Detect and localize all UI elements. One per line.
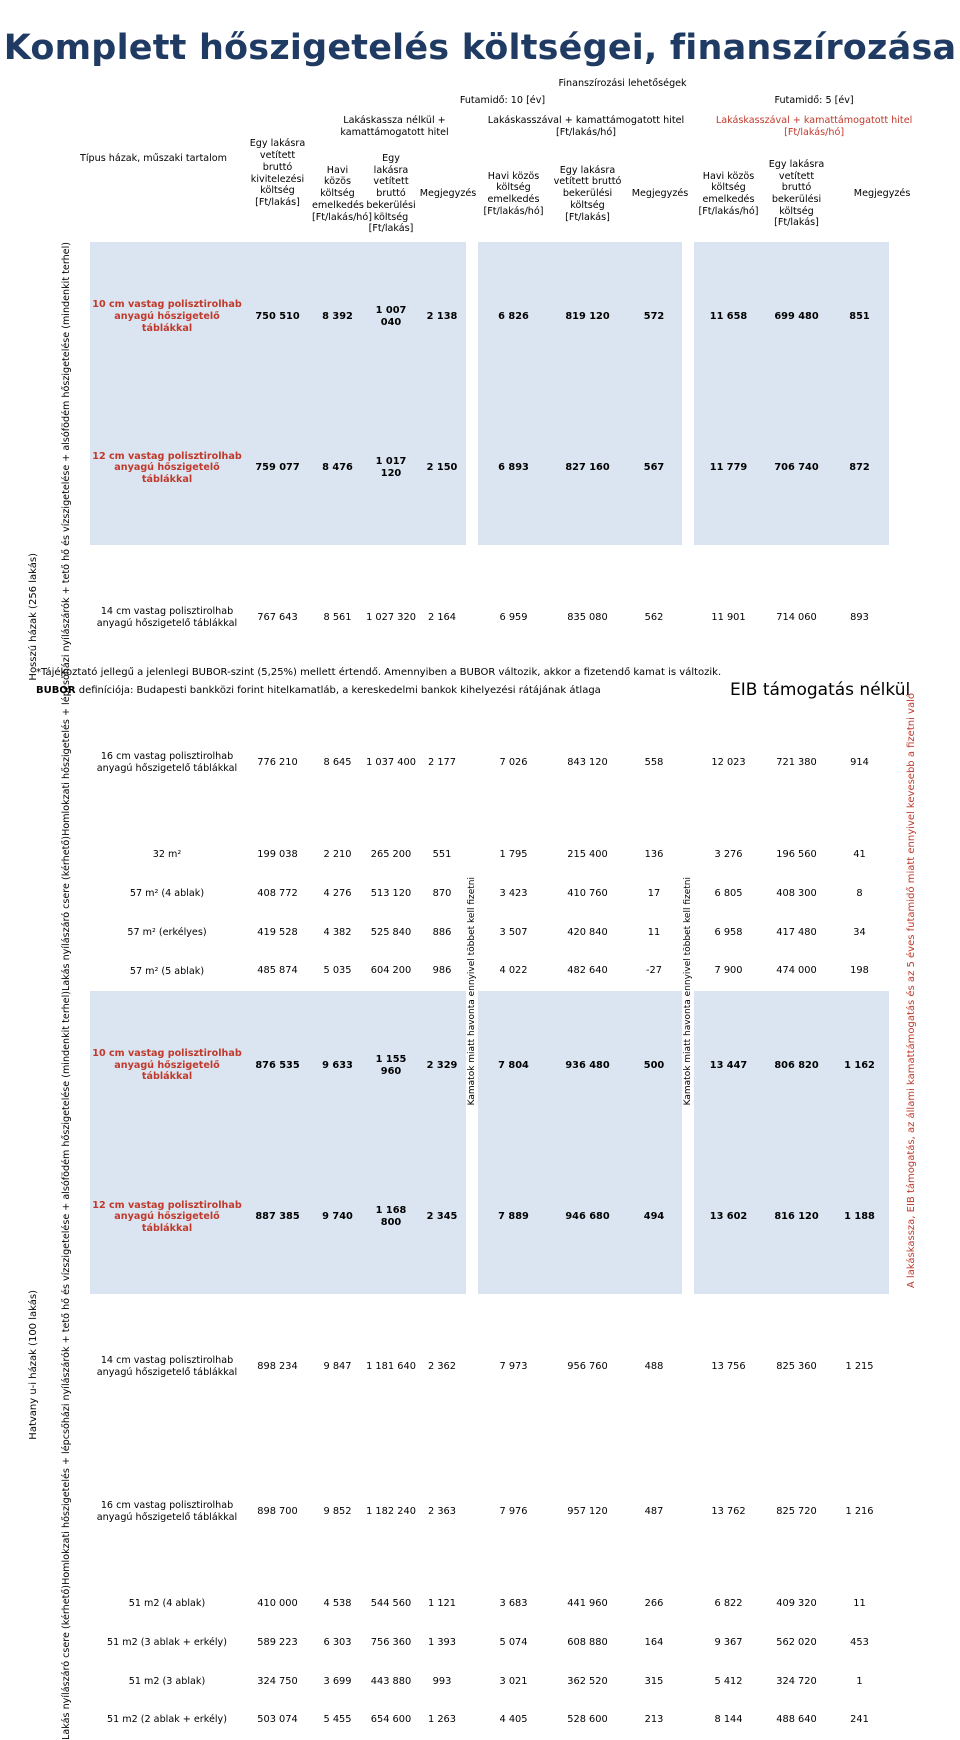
monthly-a: 9 740: [311, 1140, 364, 1294]
construction-cost: 759 077: [244, 391, 311, 545]
total-b: 827 160: [549, 391, 626, 545]
note-b: 213: [644, 1714, 664, 1726]
construction-cost: 876 535: [244, 991, 311, 1140]
monthly-b: 1 795: [499, 849, 528, 861]
note-c: 198: [850, 965, 869, 977]
total-b: 528 600: [567, 1714, 608, 1726]
note-b: 494: [626, 1140, 682, 1294]
header-financing: Finanszírozási lehetőségek: [558, 78, 687, 90]
construction-cost: 419 528: [257, 926, 298, 938]
monthly-b: 6 893: [478, 391, 549, 545]
monthly-b: 4 405: [499, 1714, 528, 1726]
header-note-c: Megjegyzés: [853, 188, 911, 200]
row-label: 51 m2 (3 ablak + erkély): [107, 1636, 227, 1648]
total-c: 816 120: [763, 1140, 830, 1294]
row-label: 51 m2 (4 ablak): [128, 1598, 206, 1610]
monthly-a: 9 633: [311, 991, 364, 1140]
header-monthly-c: Havi közös költség emelkedés [Ft/lakás/hó]: [698, 170, 759, 217]
header-monthly-b: Havi közös költség emelkedés [Ft/lakás/hó]: [483, 170, 544, 217]
monthly-c: 13 602: [694, 1140, 763, 1294]
row-label: 57 m² (4 ablak): [129, 888, 205, 900]
table-row: [24, 1662, 934, 1701]
total-c: 699 480: [763, 242, 830, 391]
construction-cost: 589 223: [257, 1636, 298, 1648]
monthly-b: 3 021: [499, 1675, 528, 1687]
construction-cost: 408 772: [257, 888, 298, 900]
total-a: 443 880: [370, 1675, 412, 1687]
row-label: 16 cm vastag polisztirolhab anyagú hőszigetelő táblákkal: [96, 751, 238, 775]
row-label: 32 m²: [152, 849, 182, 861]
note-a: 2 345: [418, 1140, 466, 1294]
total-c: 408 300: [776, 888, 817, 900]
header-group-no-cashbox: Lakáskassza nélkül + kamattámogatott hitel: [340, 115, 449, 138]
note-b: 572: [626, 242, 682, 391]
monthly-a: 9 847: [323, 1360, 352, 1372]
monthly-a: 5 455: [323, 1714, 352, 1726]
total-b: 843 120: [567, 757, 608, 769]
note-a: 886: [432, 926, 452, 938]
table-row: [24, 391, 934, 545]
note-b-vertical: [682, 242, 694, 1740]
total-b: 441 960: [567, 1598, 608, 1610]
row-label: 51 m2 (3 ablak): [128, 1675, 206, 1687]
construction-cost: 887 385: [244, 1140, 311, 1294]
header-group-cashbox-10: Lakáskasszával + kamattámogatott hitel [Ft/lakás/hó]: [487, 115, 685, 138]
note-b: 164: [644, 1636, 664, 1648]
table-row: [24, 875, 934, 914]
total-a: 513 120: [370, 888, 412, 900]
monthly-c: 11 658: [694, 242, 763, 391]
monthly-c: 13 756: [711, 1360, 746, 1372]
total-a: 1 017 120: [364, 391, 418, 545]
header-group-cashbox-5: Lakáskasszával + kamattámogatott hitel [Ft/lakás/hó]: [715, 115, 913, 138]
construction-cost: 767 643: [257, 611, 298, 623]
note-b: 11: [647, 926, 661, 938]
monthly-c: 13 447: [694, 991, 763, 1140]
note-b: 562: [644, 611, 664, 623]
monthly-c: 13 762: [711, 1506, 746, 1518]
table-row: [24, 913, 934, 952]
construction-cost: 750 510: [244, 242, 311, 391]
monthly-a: 4 276: [323, 888, 352, 900]
header-total-a: Egy lakásra vetített bruttó bekerülési költség [Ft/lakás]: [366, 153, 416, 235]
monthly-b: 5 074: [499, 1636, 528, 1648]
table-row: [24, 836, 934, 875]
monthly-c: 6 958: [714, 926, 743, 938]
monthly-c: 9 367: [714, 1636, 743, 1648]
note-c: 11: [853, 1598, 866, 1610]
note-b: 558: [644, 757, 664, 769]
note-a: 1 263: [427, 1714, 457, 1726]
note-c: 893: [850, 611, 869, 623]
bubor-definition: [36, 685, 601, 696]
total-a: 1 027 320: [366, 611, 416, 623]
construction-cost: 199 038: [257, 849, 298, 861]
note-c: 914: [850, 757, 869, 769]
total-b: 835 080: [567, 611, 608, 623]
note-b: 266: [644, 1598, 664, 1610]
window-256-label: Lakás nyílászáró csere (kérhető): [61, 835, 73, 991]
savings-note-text: A lakáskassza, EIB támogatás, az állami kamattámogatás és az 5 éves futamidő miatt ennyivel kevesebb a fizetni való: [905, 693, 917, 1289]
construction-cost: 324 750: [257, 1675, 298, 1687]
note-c: 34: [853, 926, 866, 938]
row-label: 12 cm vastag polisztirolhab anyagú hőszigetelő táblákkal: [90, 391, 244, 545]
total-c: 825 360: [776, 1360, 817, 1372]
row-label: 10 cm vastag polisztirolhab anyagú hőszigetelő táblákkal: [90, 242, 244, 391]
monthly-c: 6 805: [714, 888, 743, 900]
note-b: 136: [644, 849, 664, 861]
monthly-c: 11 779: [694, 391, 763, 545]
total-c: 324 720: [776, 1675, 817, 1687]
monthly-b: 3 683: [499, 1598, 528, 1610]
row-label: 12 cm vastag polisztirolhab anyagú hőszigetelő táblákkal: [90, 1140, 244, 1294]
monthly-a: 6 303: [323, 1636, 352, 1648]
note-b: 567: [626, 391, 682, 545]
total-a: 604 200: [370, 965, 412, 977]
note-c: 241: [850, 1714, 869, 1726]
total-c: 474 000: [776, 965, 817, 977]
financing-table: [24, 75, 934, 1740]
row-label: 57 m² (erkélyes): [127, 926, 207, 938]
note-a: 2 177: [427, 757, 457, 769]
monthly-a: 8 476: [311, 391, 364, 545]
monthly-a: 8 392: [311, 242, 364, 391]
note-b: 17: [647, 888, 661, 900]
monthly-c: 5 412: [714, 1675, 743, 1687]
monthly-b: 7 026: [499, 757, 528, 769]
monthly-c: 6 822: [714, 1598, 743, 1610]
total-a: 1 155 960: [364, 991, 418, 1140]
renovation-256: [44, 242, 90, 836]
note-b: 315: [644, 1675, 664, 1687]
construction-cost: 776 210: [257, 757, 298, 769]
footnote: *Tájékoztató jellegű a jelenlegi BUBOR-szint (5,25%) mellett értendő. Amennyiben a BUBOR változik, akkor a fizetendő kamat is változik.: [36, 667, 722, 678]
note-a-vertical: [466, 242, 478, 1740]
note-a: 986: [432, 965, 452, 977]
monthly-b: 7 804: [478, 991, 549, 1140]
monthly-b: 7 976: [499, 1506, 528, 1518]
renovation-256-label: Homlokzati hőszigetelés + lépcsőházi nyílászárók + tető hő és vízszigetelése + alsófödém hőszigetelése (mindenkit terhel): [61, 242, 73, 836]
row-label: 14 cm vastag polisztirolhab anyagú hőszigetelő táblákkal: [96, 1354, 238, 1378]
note-c: 1 188: [830, 1140, 889, 1294]
header-term-10: Futamidő: 10 [év]: [459, 94, 546, 106]
note-a: 870: [432, 888, 452, 900]
note-a: 2 329: [418, 991, 466, 1140]
note-c: 8: [856, 888, 863, 900]
window-256: [44, 836, 90, 991]
total-c: 409 320: [776, 1598, 817, 1610]
table-row: [24, 1140, 934, 1294]
total-c: 721 380: [776, 757, 817, 769]
note-a: 2 150: [418, 391, 466, 545]
total-a: 265 200: [370, 849, 412, 861]
note-a: 1 121: [427, 1598, 457, 1610]
total-b: 957 120: [567, 1506, 608, 1518]
header-total-b: Egy lakásra vetített bruttó bekerülési költség [Ft/lakás]: [553, 164, 622, 223]
window-100-label: Lakás nyílászáró csere (kérhető): [61, 1584, 73, 1740]
construction-cost: 898 234: [257, 1360, 298, 1372]
row-label: 51 m2 (2 ablak + erkély): [107, 1714, 227, 1726]
construction-cost: 410 000: [257, 1598, 298, 1610]
total-c: 562 020: [776, 1636, 817, 1648]
row-label: 14 cm vastag polisztirolhab anyagú hőszigetelő táblákkal: [96, 606, 238, 629]
header-type: Típus házak, műszaki tartalom: [80, 152, 227, 164]
house-type-100-label: Hatvany u-i házak (100 lakás): [27, 1290, 39, 1441]
table-row: [24, 952, 934, 991]
monthly-b: 7 973: [499, 1360, 528, 1372]
total-b: 819 120: [549, 242, 626, 391]
house-type-256-label: Hosszú házak (256 lakás): [27, 552, 39, 681]
renovation-100: [44, 991, 90, 1585]
house-type-256: [24, 242, 44, 991]
total-a: 654 600: [370, 1714, 412, 1726]
total-a: 756 360: [370, 1636, 412, 1648]
note-a: 2 362: [427, 1360, 457, 1372]
monthly-a: 4 382: [323, 926, 352, 938]
note-a: 2 164: [427, 611, 457, 623]
note-b: -27: [645, 965, 662, 977]
table-row: [24, 690, 934, 835]
total-b: 946 680: [549, 1140, 626, 1294]
total-c: 488 640: [776, 1714, 817, 1726]
row-label: 16 cm vastag polisztirolhab anyagú hőszigetelő táblákkal: [96, 1500, 238, 1523]
monthly-a: 4 538: [323, 1598, 352, 1610]
total-b: 420 840: [567, 926, 608, 938]
monthly-c: 3 276: [714, 849, 743, 861]
table-row: [24, 1701, 934, 1740]
table-row: [24, 1294, 934, 1439]
monthly-b: 3 507: [499, 926, 528, 938]
note-c: 1 215: [845, 1360, 874, 1372]
monthly-b: 7 889: [478, 1140, 549, 1294]
total-c: 825 720: [776, 1506, 817, 1518]
monthly-a: 2 210: [323, 849, 352, 861]
header-total-c: Egy lakásra vetített bruttó bekerülési költség [Ft/lakás]: [768, 158, 825, 229]
construction-cost: 485 874: [257, 965, 298, 977]
savings-note: [889, 242, 934, 1740]
header-term-5: Futamidő: 5 [év]: [774, 94, 854, 106]
monthly-b: 4 022: [499, 965, 528, 977]
note-a-text: Kamatok miatt havonta ennyivel többet kell fizetni: [467, 876, 477, 1105]
total-c: 417 480: [776, 926, 817, 938]
page-title: Komplett hőszigetelés költségei, finanszírozása: [3, 28, 957, 68]
eib-label: EIB támogatás nélkül: [730, 680, 911, 700]
table-row: [24, 991, 934, 1140]
bubor-definition-text: definíciója: Budapesti bankközi forint hitelkamatláb, a kereskedelmi bankok kihelyezési rátájának átlaga: [75, 685, 601, 696]
total-b: 215 400: [567, 849, 608, 861]
monthly-c: 11 901: [711, 611, 746, 623]
monthly-c: 7 900: [714, 965, 743, 977]
note-c: 453: [850, 1636, 869, 1648]
monthly-b: 6 959: [499, 611, 528, 623]
monthly-a: 8 561: [323, 611, 352, 623]
total-b: 410 760: [567, 888, 608, 900]
total-b: 482 640: [567, 965, 608, 977]
note-c: 872: [830, 391, 889, 545]
header-monthly-a: Havi közös költség emelkedés [Ft/lakás/hó]: [312, 164, 372, 223]
table-row: [24, 1439, 934, 1584]
row-label: 10 cm vastag polisztirolhab anyagú hőszigetelő táblákkal: [90, 991, 244, 1140]
total-c: 706 740: [763, 391, 830, 545]
note-b: 487: [644, 1506, 664, 1518]
note-c: 1 216: [845, 1506, 874, 1518]
total-a: 1 168 800: [364, 1140, 418, 1294]
table-row: [24, 1585, 934, 1624]
total-a: 1 007 040: [364, 242, 418, 391]
monthly-a: 9 852: [323, 1506, 352, 1518]
total-a: 525 840: [370, 926, 412, 938]
total-b: 936 480: [549, 991, 626, 1140]
monthly-b: 6 826: [478, 242, 549, 391]
table-row: [24, 242, 934, 391]
note-c: 1: [856, 1675, 863, 1687]
monthly-c: 8 144: [714, 1714, 743, 1726]
house-type-100: [24, 991, 44, 1740]
header-note-b: Megjegyzés: [631, 188, 689, 200]
note-b: 500: [626, 991, 682, 1140]
total-c: 714 060: [776, 611, 817, 623]
total-b: 956 760: [567, 1360, 608, 1372]
total-a: 1 182 240: [366, 1506, 416, 1518]
monthly-a: 3 699: [323, 1675, 352, 1687]
total-a: 1 037 400: [366, 757, 416, 769]
total-c: 806 820: [763, 991, 830, 1140]
window-100: [44, 1585, 90, 1740]
total-c: 196 560: [776, 849, 817, 861]
note-c: 851: [830, 242, 889, 391]
total-a: 1 181 640: [366, 1360, 416, 1372]
monthly-a: 8 645: [323, 757, 352, 769]
note-a: 2 363: [427, 1506, 457, 1518]
note-b-text: Kamatok miatt havonta ennyivel többet kell fizetni: [683, 876, 693, 1105]
header-construction-cost: Egy lakásra vetített bruttó kivitelezési költség [Ft/lakás]: [249, 138, 306, 208]
monthly-c: 12 023: [711, 757, 746, 769]
monthly-a: 5 035: [323, 965, 352, 977]
total-a: 544 560: [370, 1598, 412, 1610]
renovation-100-label: Homlokzati hőszigetelés + lépcsőházi nyílászárók + tető hő és vízszigetelése + alsófödém hőszigetelése (mindenkit terhel): [61, 990, 73, 1585]
note-a: 993: [432, 1675, 452, 1687]
note-a: 1 393: [427, 1636, 457, 1648]
note-a: 2 138: [418, 242, 466, 391]
note-c: 41: [853, 849, 866, 861]
header-note-a: Megjegyzés: [419, 188, 477, 200]
bubor-label: BUBOR: [36, 685, 76, 696]
row-label: 57 m² (5 ablak): [129, 965, 205, 977]
construction-cost: 898 700: [257, 1506, 298, 1518]
total-b: 362 520: [567, 1675, 608, 1687]
monthly-b: 3 423: [499, 888, 528, 900]
note-a: 551: [432, 849, 452, 861]
table-row: [24, 1623, 934, 1662]
note-c: 1 162: [830, 991, 889, 1140]
total-b: 608 880: [567, 1636, 608, 1648]
note-b: 488: [644, 1360, 664, 1372]
construction-cost: 503 074: [257, 1714, 298, 1726]
